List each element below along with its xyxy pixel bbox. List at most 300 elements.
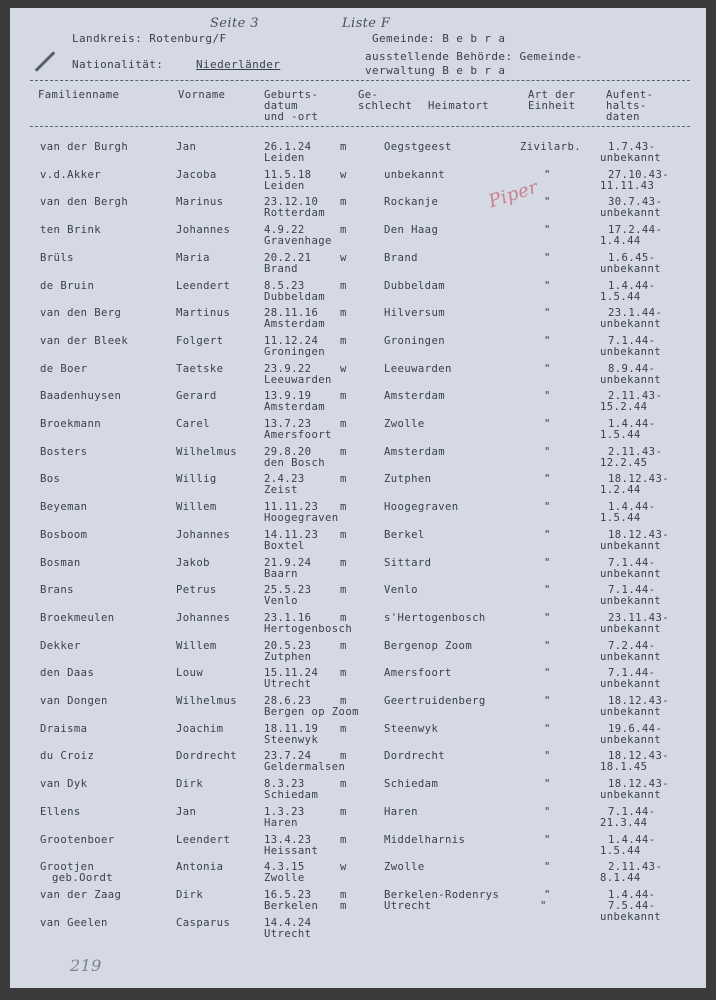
birthplace-cell: Bergen op Zoom <box>264 706 359 718</box>
birthplace-cell: Zeist <box>264 484 298 497</box>
column-header-birth: Geburts- datum und -ort <box>264 89 319 123</box>
unit-cell: " <box>544 639 551 652</box>
unit-cell: " <box>544 224 551 237</box>
stay-from-cell: 1.4.44- <box>608 418 656 430</box>
birthdate-cell: 21.9.24 <box>264 556 312 569</box>
stay-to-cell: unbekannt <box>600 262 662 275</box>
birthplace-cell: Amsterdam <box>264 401 326 414</box>
hometown-cell: Amsterdam <box>384 390 446 403</box>
stay-to-cell: unbekannt <box>600 789 662 802</box>
table-row <box>10 447 706 475</box>
unit-cell: " <box>540 899 547 912</box>
hometown-cell: Haren <box>384 805 418 818</box>
birthdate-cell: 13.4.23 <box>264 833 312 846</box>
birthplace-cell: Leiden <box>264 152 305 164</box>
surname-cell: Bos <box>40 473 61 486</box>
surname-cell: van Dyk <box>40 778 88 791</box>
unit-cell: " <box>544 334 551 347</box>
header-rule-bottom <box>30 126 690 127</box>
stay-from-cell: 18.12.43- <box>608 695 670 707</box>
birthplace-cell: Boxtel <box>264 539 305 552</box>
surname-cell: Bosman <box>40 556 81 569</box>
stay-from-cell: 7.1.44- <box>608 334 656 347</box>
birthdate-cell: 11.5.18 <box>264 168 312 181</box>
nationality-label: Nationalität: <box>72 58 164 71</box>
sex-cell: m <box>340 667 347 680</box>
unit-cell: " <box>544 251 551 264</box>
surname-cell: Brans <box>40 584 74 597</box>
hometown-cell: Zutphen <box>384 473 432 486</box>
firstname-cell: Dordrecht <box>176 750 238 763</box>
stay-from-cell: 2.11.43- <box>608 861 663 874</box>
stay-from-cell: 17.2.44- <box>608 224 663 237</box>
birthplace-cell: Utrecht <box>264 927 312 940</box>
stay-from-cell: 18.12.43- <box>608 528 670 541</box>
unit-cell: " <box>544 778 551 791</box>
unit-cell: " <box>544 418 551 430</box>
sex-cell: m <box>340 141 347 153</box>
header-rule-top <box>30 80 690 81</box>
firstname-cell: Wilhelmus <box>176 445 238 458</box>
unit-cell: " <box>544 750 551 763</box>
hometown-cell: Rockanje <box>384 196 439 209</box>
birthdate-cell: 26.1.24 <box>264 141 312 153</box>
stay-to-cell: unbekannt <box>600 373 662 386</box>
sex-cell: w <box>340 362 347 375</box>
stay-to-cell: 1.2.44 <box>600 484 641 497</box>
sex-cell: m <box>340 750 347 763</box>
stay-from-cell: 18.12.43- <box>608 778 670 791</box>
table-row <box>10 308 706 336</box>
stay-to-cell: unbekannt <box>600 318 662 331</box>
table-row <box>10 613 706 641</box>
stay-from-cell: 1.6.45- <box>608 251 656 264</box>
unit-cell: " <box>544 556 551 569</box>
hometown-cell: Brand <box>384 251 418 264</box>
firstname-cell: Jan <box>176 141 197 153</box>
surname-cell: van Geelen <box>40 916 108 929</box>
surname-cell: Dekker <box>40 639 81 652</box>
hometown-cell: Geertruidenberg <box>384 695 486 707</box>
birthplace-cell: Groningen <box>264 345 326 358</box>
surname-cell: den Daas <box>40 667 95 680</box>
firstname-cell: Antonia <box>176 861 224 874</box>
handwritten-note-page: Seite 3 <box>210 16 259 31</box>
gemeinde-line: Gemeinde: B e b r a <box>372 32 506 45</box>
surname-cell: v.d.Akker <box>40 168 102 181</box>
unit-cell: " <box>544 695 551 707</box>
table-row <box>10 197 706 225</box>
firstname-cell: Maria <box>176 251 210 264</box>
hometown-cell: unbekannt <box>384 168 446 181</box>
birthplace-cell: Hoogegraven <box>264 512 339 525</box>
sex-cell: m <box>340 334 347 347</box>
birthplace-cell: Gravenhage <box>264 235 332 248</box>
sex-cell: m <box>340 418 347 430</box>
stay-to-cell: 15.2.44 <box>600 401 648 414</box>
sex-cell: m <box>340 473 347 486</box>
table-row <box>10 225 706 253</box>
hometown-cell: Berkelen-Rodenrys <box>384 888 500 901</box>
surname-cell: Grootenboer <box>40 833 115 846</box>
paper-clip-mark <box>35 51 56 72</box>
table-row <box>10 668 706 696</box>
sex-cell: m <box>340 556 347 569</box>
table-row <box>10 779 706 807</box>
birthdate-cell: 14.11.23 <box>264 528 319 541</box>
stay-from-cell: 23.1.44- <box>608 307 663 320</box>
sex-cell: m <box>340 307 347 320</box>
sex-cell: w <box>340 251 347 264</box>
table-row <box>10 724 706 752</box>
hometown-cell: Amsterdam <box>384 445 446 458</box>
birthdate-cell: 25.5.23 <box>264 584 312 597</box>
table-row <box>10 641 706 669</box>
table-row <box>10 862 706 890</box>
sex-cell: m <box>340 611 347 624</box>
sex-cell: m <box>340 805 347 818</box>
table-row <box>10 558 706 586</box>
stay-from-cell: 1.4.44- <box>608 501 656 514</box>
stay-from-cell: 7.1.44- <box>608 805 656 818</box>
hometown-cell: Groningen <box>384 334 446 347</box>
birthdate-cell: 2.4.23 <box>264 473 305 486</box>
unit-cell: " <box>544 279 551 292</box>
firstname-cell: Casparus <box>176 916 231 929</box>
landkreis-line: Landkreis: Rotenburg/F <box>72 32 227 45</box>
firstname-cell: Willem <box>176 639 217 652</box>
stay-to-cell: 21.3.44 <box>600 816 648 829</box>
surname-cell: van Dongen <box>40 695 108 707</box>
surname-cell: Bosters <box>40 445 88 458</box>
hometown-cell: Zwolle <box>384 861 425 874</box>
unit-cell: " <box>544 528 551 541</box>
birthdate-cell: 23.1.16 <box>264 611 312 624</box>
birthplace-cell: Brand <box>264 262 298 275</box>
firstname-cell: Petrus <box>176 584 217 597</box>
birthplace-cell: Berkelen <box>264 899 319 912</box>
sex-cell: m <box>340 528 347 541</box>
stay-from-cell: 30.7.43- <box>608 196 663 209</box>
unit-cell: " <box>544 584 551 597</box>
stay-to-cell: unbekannt <box>600 345 662 358</box>
surname-cell: van der Zaag <box>40 888 122 901</box>
page-number: 219 <box>70 956 102 975</box>
birthdate-cell: 18.11.19 <box>264 722 319 735</box>
firstname-cell: Johannes <box>176 611 231 624</box>
birthdate-cell: 20.2.21 <box>264 251 312 264</box>
hometown-cell: Hilversum <box>384 307 446 320</box>
stay-from-cell: 2.11.43- <box>608 445 663 458</box>
birthdate-cell: 28.11.16 <box>264 307 319 320</box>
hometown-cell: Sittard <box>384 556 432 569</box>
document-page <box>10 8 706 988</box>
sex-cell: m <box>340 501 347 514</box>
table-row <box>10 918 706 946</box>
unit-cell: " <box>544 445 551 458</box>
surname-cell: de Boer <box>40 362 88 375</box>
table-row <box>10 530 706 558</box>
firstname-cell: Johannes <box>176 528 231 541</box>
table-row <box>10 336 706 364</box>
stay-to-cell: unbekannt <box>600 152 662 164</box>
hometown-cell: Dordrecht <box>384 750 446 763</box>
unit-cell: " <box>544 196 551 209</box>
handwritten-note-list: Liste F <box>342 16 391 31</box>
hometown-cell: Leeuwarden <box>384 362 452 375</box>
birthplace-cell: den Bosch <box>264 456 326 469</box>
birthplace-cell: Geldermalsen <box>264 761 346 774</box>
sex-cell: m <box>340 833 347 846</box>
stay-from-cell: 18.12.43- <box>608 750 670 763</box>
birthdate-cell: 13.9.19 <box>264 390 312 403</box>
birthdate-cell: 14.4.24 <box>264 916 312 929</box>
stay-to-cell: 1.4.44 <box>600 235 641 248</box>
surname-cell: Broekmeulen <box>40 611 115 624</box>
firstname-cell: Willem <box>176 501 217 514</box>
authority-line-2: verwaltung B e b r a <box>365 64 506 77</box>
stay-to-cell: 18.1.45 <box>600 761 648 774</box>
firstname-cell: Dirk <box>176 888 204 901</box>
surname-cell: Draisma <box>40 722 88 735</box>
birthdate-cell: 4.3.15 <box>264 861 305 874</box>
birthplace-cell: Venlo <box>264 595 298 608</box>
birthdate-cell: 29.8.20 <box>264 445 312 458</box>
birthplace-cell: Amersfoort <box>264 429 332 441</box>
table-row <box>10 835 706 863</box>
surname-cell: ten Brink <box>40 224 102 237</box>
birthdate-cell: 4.9.22 <box>264 224 305 237</box>
firstname-cell: Joachim <box>176 722 224 735</box>
firstname-cell: Taetske <box>176 362 224 375</box>
birthdate-cell: 28.6.23 <box>264 695 312 707</box>
firstname-cell: Jakob <box>176 556 210 569</box>
sex-cell: m <box>340 722 347 735</box>
stay-from-cell: 1.4.44- <box>608 888 656 901</box>
birthdate-cell: 13.7.23 <box>264 418 312 430</box>
unit-cell: " <box>544 833 551 846</box>
unit-cell: " <box>544 390 551 403</box>
firstname-cell: Jacoba <box>176 168 217 181</box>
surname-cell: van der Burgh <box>40 141 129 153</box>
sex-cell: m <box>340 899 347 912</box>
authority-line-1: ausstellende Behörde: Gemeinde- <box>365 50 583 63</box>
stay-to-cell: unbekannt <box>600 595 662 608</box>
stay-to-cell: unbekannt <box>600 678 662 691</box>
hometown-cell: Venlo <box>384 584 418 597</box>
birthplace-cell: Haren <box>264 816 298 829</box>
firstname-cell: Gerard <box>176 390 217 403</box>
stay-from-cell: 23.11.43- <box>608 611 670 624</box>
birthdate-cell: 8.3.23 <box>264 778 305 791</box>
table-row <box>10 142 706 170</box>
firstname-cell: Carel <box>176 418 210 430</box>
table-row <box>10 253 706 281</box>
column-header-sex: Ge- schlecht <box>358 89 413 112</box>
birthplace-cell: Zwolle <box>264 872 305 885</box>
firstname-cell: Leendert <box>176 279 231 292</box>
column-header-firstname: Vorname <box>178 89 226 101</box>
unit-cell: Zivilarb. <box>520 141 582 153</box>
unit-cell: " <box>544 888 551 901</box>
table-row <box>10 807 706 835</box>
birthplace-cell: Dubbeldam <box>264 290 326 303</box>
stay-to-cell: 1.5.44 <box>600 512 641 525</box>
sex-cell: m <box>340 695 347 707</box>
unit-cell: " <box>544 861 551 874</box>
birthplace-cell: Rotterdam <box>264 207 326 220</box>
birthdate-cell: 11.11.23 <box>264 501 319 514</box>
firstname-cell: Jan <box>176 805 197 818</box>
birthdate-cell: 1.3.23 <box>264 805 305 818</box>
birthplace-cell: Leeuwarden <box>264 373 332 386</box>
surname-cell: van der Bleek <box>40 334 129 347</box>
hometown-cell: Middelharnis <box>384 833 466 846</box>
birthdate-cell: 23.7.24 <box>264 750 312 763</box>
hometown-cell: Dubbeldam <box>384 279 446 292</box>
stay-to-cell: 12.2.45 <box>600 456 648 469</box>
stay-to-cell: unbekannt <box>600 650 662 663</box>
birthplace-cell: Schiedam <box>264 789 319 802</box>
birthdate-cell: 15.11.24 <box>264 667 319 680</box>
table-row <box>10 364 706 392</box>
surname-cell: de Bruin <box>40 279 95 292</box>
stay-to-cell: 11.11.43 <box>600 179 655 192</box>
stay-from-cell: 7.5.44- <box>608 899 656 912</box>
sex-cell: m <box>340 196 347 209</box>
surname-cell: Broekmann <box>40 418 102 430</box>
surname-cell: van den Bergh <box>40 196 129 209</box>
stay-from-cell: 1.7.43- <box>608 141 656 153</box>
stay-to-cell: 1.5.44 <box>600 290 641 303</box>
surname-cell: Grootjen <box>40 861 95 874</box>
table-row <box>10 696 706 724</box>
sex-cell: m <box>340 279 347 292</box>
stay-to-cell: unbekannt <box>600 733 662 746</box>
firstname-cell: Wilhelmus <box>176 695 238 707</box>
stay-from-cell: 8.9.44- <box>608 362 656 375</box>
table-row <box>10 585 706 613</box>
sex-cell: m <box>340 778 347 791</box>
stay-from-cell: 7.1.44- <box>608 556 656 569</box>
birthdate-cell: 16.5.23 <box>264 888 312 901</box>
stay-from-cell: 7.2.44- <box>608 639 656 652</box>
hometown-cell: Den Haag <box>384 224 439 237</box>
column-header-surname: Familienname <box>38 89 120 101</box>
unit-cell: " <box>544 667 551 680</box>
unit-cell: " <box>544 168 551 181</box>
sex-cell: m <box>340 390 347 403</box>
hometown-cell: Hoogegraven <box>384 501 459 514</box>
hometown-cell: Zwolle <box>384 418 425 430</box>
surname-cell: Baadenhuysen <box>40 390 122 403</box>
surname-note-cell: geb.Oordt <box>52 872 114 885</box>
sex-cell: m <box>340 224 347 237</box>
birthdate-cell: 20.5.23 <box>264 639 312 652</box>
hometown-cell: Schiedam <box>384 778 439 791</box>
firstname-cell: Dirk <box>176 778 204 791</box>
unit-cell: " <box>544 307 551 320</box>
stay-to-cell: 1.5.44 <box>600 429 641 441</box>
birthplace-cell: Utrecht <box>264 678 312 691</box>
stay-from-cell: 2.11.43- <box>608 390 663 403</box>
firstname-cell: Johannes <box>176 224 231 237</box>
sex-cell: w <box>340 168 347 181</box>
sex-cell: m <box>340 584 347 597</box>
surname-cell: Beyeman <box>40 501 88 514</box>
unit-cell: " <box>544 722 551 735</box>
pencil-annotation: Piper <box>485 176 541 213</box>
stay-to-cell: unbekannt <box>600 539 662 552</box>
birthdate-cell: 11.12.24 <box>264 334 319 347</box>
birthplace-cell: Zutphen <box>264 650 312 663</box>
hometown-cell: Berkel <box>384 528 425 541</box>
stay-from-cell: 1.4.44- <box>608 279 656 292</box>
table-row <box>10 170 706 198</box>
unit-cell: " <box>544 805 551 818</box>
birthdate-cell: 8.5.23 <box>264 279 305 292</box>
birthplace-cell: Hertogenbosch <box>264 622 353 635</box>
stay-from-cell: 1.4.44- <box>608 833 656 846</box>
hometown-cell: s'Hertogenbosch <box>384 611 486 624</box>
firstname-cell: Louw <box>176 667 204 680</box>
stay-to-cell: 1.5.44 <box>600 844 641 857</box>
stay-to-cell: 8.1.44 <box>600 872 641 885</box>
sex-cell: m <box>340 639 347 652</box>
surname-cell: du Croiz <box>40 750 95 763</box>
birthplace-cell: Baarn <box>264 567 298 580</box>
firstname-cell: Folgert <box>176 334 224 347</box>
hometown-cell: Utrecht <box>384 899 432 912</box>
surname-cell: van den Berg <box>40 307 122 320</box>
hometown-cell: Steenwyk <box>384 722 439 735</box>
table-row <box>10 474 706 502</box>
hometown-cell: Oegstgeest <box>384 141 452 153</box>
unit-cell: " <box>544 501 551 514</box>
stay-from-cell: 7.1.44- <box>608 584 656 597</box>
surname-cell: Bosboom <box>40 528 88 541</box>
birthdate-cell: 23.9.22 <box>264 362 312 375</box>
firstname-cell: Willig <box>176 473 217 486</box>
column-header-stay: Aufent- halts- daten <box>606 89 654 123</box>
stay-to-cell: unbekannt <box>600 706 662 718</box>
stay-to-cell: unbekannt <box>600 622 662 635</box>
firstname-cell: Martinus <box>176 307 231 320</box>
stay-to-cell: unbekannt <box>600 910 662 923</box>
unit-cell: " <box>544 362 551 375</box>
column-header-hometown: Heimatort <box>428 100 490 112</box>
nationality-value: Niederländer <box>196 58 281 71</box>
unit-cell: " <box>544 611 551 624</box>
birthdate-cell: 23.12.10 <box>264 196 319 209</box>
table-row <box>10 391 706 419</box>
unit-cell: " <box>544 473 551 486</box>
stay-from-cell: 18.12.43- <box>608 473 670 486</box>
birthplace-cell: Amsterdam <box>264 318 326 331</box>
surname-cell: Brüls <box>40 251 74 264</box>
table-row <box>10 751 706 779</box>
table-row <box>10 419 706 447</box>
column-header-unit: Art der Einheit <box>528 89 576 112</box>
firstname-cell: Marinus <box>176 196 224 209</box>
stay-to-cell: unbekannt <box>600 207 662 220</box>
stay-to-cell: unbekannt <box>600 567 662 580</box>
stay-from-cell: 19.6.44- <box>608 722 663 735</box>
hometown-cell: Bergenop Zoom <box>384 639 473 652</box>
firstname-cell: Leendert <box>176 833 231 846</box>
sex-cell: m <box>340 888 347 901</box>
birthplace-cell: Leiden <box>264 179 305 192</box>
